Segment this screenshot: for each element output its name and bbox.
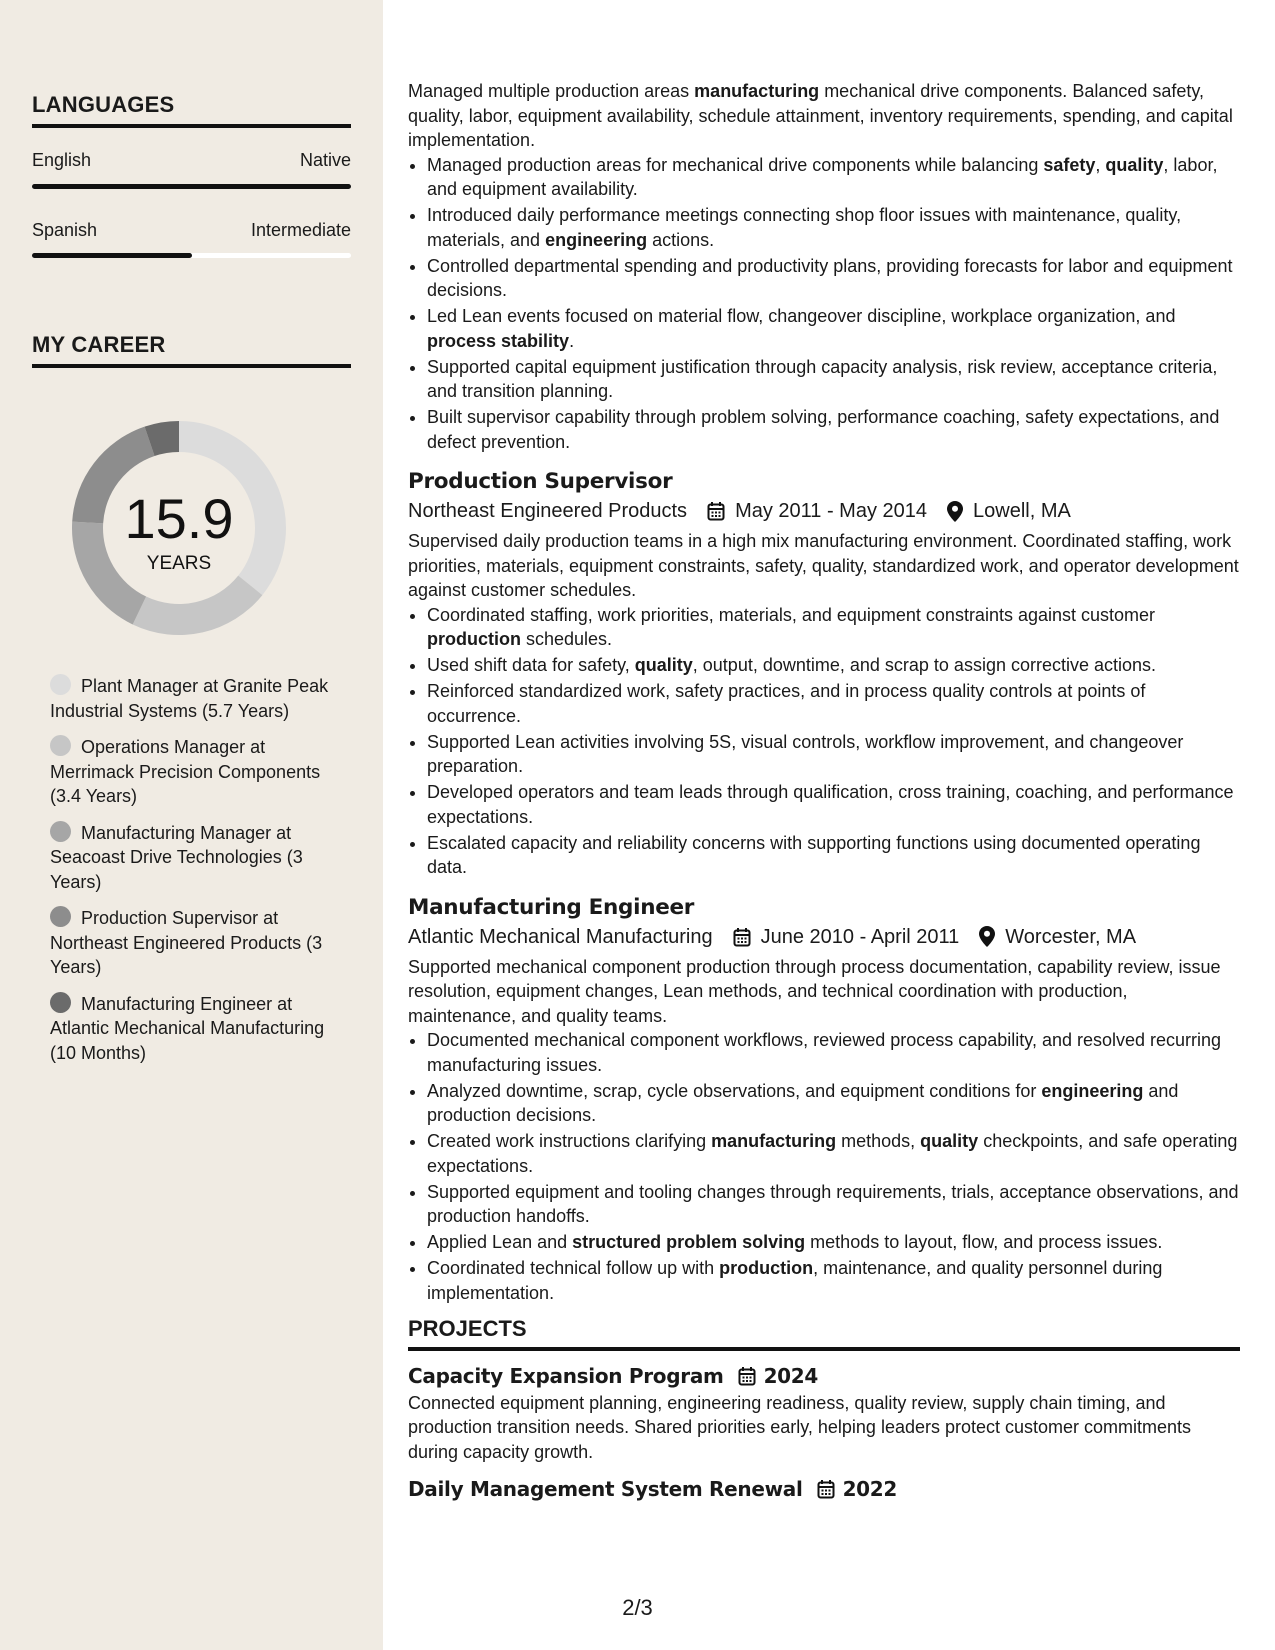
project-date xyxy=(817,1474,897,1504)
bullet-item: • Managed production areas for mechanical drive components while balancing safety, quality, labor, and equipment availability. xyxy=(427,153,1240,202)
job-location xyxy=(947,496,1071,526)
career-total-value: 15.9 xyxy=(124,487,234,550)
legend-swatch xyxy=(50,821,71,842)
legend-item xyxy=(50,674,340,723)
bullet-item: • Analyzed downtime, scrap, cycle observations, and equipment conditions for engineering and production decisions. xyxy=(427,1079,1240,1128)
intro-section xyxy=(408,79,1240,454)
language-proficiency-fill xyxy=(32,253,192,258)
bullet-item: • Escalated capacity and reliability concerns with supporting functions using documented operating data. xyxy=(427,831,1240,880)
projects-list xyxy=(408,1361,1240,1505)
career-donut-chart xyxy=(66,415,292,641)
bullet-list xyxy=(408,603,1240,880)
legend-swatch xyxy=(50,992,71,1013)
legend-swatch xyxy=(50,674,71,695)
page-number: 2/3 xyxy=(622,1595,653,1620)
career-heading: MY CAREER xyxy=(32,332,351,368)
job-dates-text: June 2010 - April 2011 xyxy=(760,925,960,948)
language-proficiency-bar xyxy=(32,184,351,189)
project-date xyxy=(738,1361,818,1391)
project-year: 2022 xyxy=(842,1477,898,1501)
sidebar xyxy=(0,0,383,1650)
bullet-item: • Supported capital equipment justification through capacity analysis, risk review, acceptance criteria, and transition planning. xyxy=(427,355,1240,404)
legend-label: Production Supervisor at Northeast Engineered Products (3 Years) xyxy=(50,908,323,977)
calendar-icon xyxy=(738,1366,756,1386)
project-entry xyxy=(408,1361,1240,1465)
job-company: Atlantic Mechanical Manufacturing xyxy=(408,925,713,948)
donut-slice xyxy=(133,576,263,635)
career-legend xyxy=(50,674,340,1077)
job-company: Northeast Engineered Products xyxy=(408,500,688,522)
main-content xyxy=(408,79,1240,1504)
location-pin-icon xyxy=(947,501,963,522)
bullet-item: • Created work instructions clarifying manufacturing methods, quality checkpoints, and safe operating expectations. xyxy=(427,1129,1240,1178)
language-proficiency-bar xyxy=(32,253,351,258)
job-location xyxy=(979,922,1136,952)
bullet-item: • Used shift data for safety, quality, output, downtime, and scrap to assign corrective actions. xyxy=(427,653,1240,678)
language-level: Native xyxy=(299,150,351,170)
bullet-item: • Supported Lean activities involving 5S, visual controls, workflow improvement, and changeover preparation. xyxy=(427,730,1240,779)
job-dates-text: May 2011 - May 2014 xyxy=(735,500,928,522)
location-pin-icon xyxy=(979,926,995,947)
languages-heading: LANGUAGES xyxy=(32,92,351,128)
legend-swatch xyxy=(50,735,71,756)
intro-paragraph: Managed multiple production areas manufacturing mechanical drive components. Balanced safety, quality, labor, equipment availability, schedule attainment, inventory requirements, spending, and capital implementation. xyxy=(408,81,1233,150)
job-dates xyxy=(733,922,960,952)
job-title: Manufacturing Engineer xyxy=(408,894,695,920)
project-title xyxy=(408,1474,1240,1504)
bullet-item: • Led Lean events focused on material flow, changeover discipline, workplace organization, and process stability. xyxy=(427,304,1240,353)
legend-label: Operations Manager at Merrimack Precision Components (3.4 Years) xyxy=(50,737,321,806)
bullet-item: • Supported equipment and tooling changes through requirements, trials, acceptance observations, and production handoffs. xyxy=(427,1180,1240,1229)
language-row-spanish xyxy=(32,220,351,241)
job-summary: Supervised daily production teams in a high mix manufacturing environment. Coordinated staffing, work priorities, materials, equipment constraints, safety, quality, standardized work, and operator development against customer schedules. xyxy=(408,531,1239,600)
bullet-list xyxy=(408,153,1240,455)
project-description: Connected equipment planning, engineering readiness, quality review, supply chain timing, and production transition needs. Shared priorities early, helping leaders protect customer commitments during capacity growth. xyxy=(408,1392,1192,1462)
job-dates xyxy=(707,496,927,526)
bullet-item: • Developed operators and team leads through qualification, cross training, coaching, and performance expectations. xyxy=(427,780,1240,829)
bullet-item: • Coordinated technical follow up with production, maintenance, and quality personnel during implementation. xyxy=(427,1256,1240,1305)
legend-label: Manufacturing Engineer at Atlantic Mechanical Manufacturing (10 Months) xyxy=(50,993,325,1063)
calendar-icon xyxy=(817,1479,835,1499)
language-name: Spanish xyxy=(32,220,98,240)
language-row-english xyxy=(32,150,351,171)
project-name: Daily Management System Renewal xyxy=(408,1477,803,1501)
legend-label: Manufacturing Manager at Seacoast Drive Technologies (3 Years) xyxy=(50,822,303,892)
bullet-item: • Controlled departmental spending and productivity plans, providing forecasts for labor and equipment decisions. xyxy=(427,254,1240,303)
bullet-list xyxy=(408,1028,1240,1305)
calendar-icon xyxy=(733,927,751,947)
bullet-item: • Applied Lean and structured problem solving methods to layout, flow, and process issues. xyxy=(427,1230,1240,1255)
job-location-text: Worcester, MA xyxy=(1005,925,1137,948)
project-name: Capacity Expansion Program xyxy=(408,1363,724,1388)
project-entry xyxy=(408,1474,1240,1504)
experience-list xyxy=(408,468,1240,1305)
language-level: Intermediate xyxy=(250,220,351,240)
bullet-item: • Documented mechanical component workflows, reviewed process capability, and resolved recurring manufacturing issues. xyxy=(427,1028,1240,1077)
job-meta xyxy=(408,922,1240,952)
job-location-text: Lowell, MA xyxy=(973,500,1071,522)
calendar-icon xyxy=(707,501,725,521)
bullet-item: • Coordinated staffing, work priorities, materials, and equipment constraints against customer production schedules. xyxy=(427,603,1240,652)
job-meta xyxy=(408,496,1240,526)
legend-label: Plant Manager at Granite Peak Industrial Systems (5.7 Years) xyxy=(50,676,329,721)
projects-heading: PROJECTS xyxy=(408,1317,1240,1351)
job-summary: Supported mechanical component production through process documentation, capability review, issue resolution, equipment changes, Lean methods, and technical coordination with production, maintenance, and quality teams. xyxy=(408,956,1221,1026)
legend-item xyxy=(50,906,340,980)
legend-item xyxy=(50,992,340,1066)
bullet-item: • Introduced daily performance meetings connecting shop floor issues with maintenance, quality, materials, and engineering actions. xyxy=(427,203,1240,252)
project-year: 2024 xyxy=(763,1363,819,1388)
legend-item xyxy=(50,735,340,809)
legend-swatch xyxy=(50,906,71,927)
project-title xyxy=(408,1361,1240,1391)
legend-item xyxy=(50,821,340,895)
career-total-unit: YEARS xyxy=(146,553,212,574)
job-entry xyxy=(408,468,1240,880)
language-name: English xyxy=(32,150,92,170)
bullet-item: • Built supervisor capability through problem solving, performance coaching, safety expectations, and defect prevention. xyxy=(427,405,1240,454)
language-proficiency-fill xyxy=(32,184,351,189)
job-entry xyxy=(408,894,1240,1306)
job-title: Production Supervisor xyxy=(408,469,673,494)
bullet-item: • Reinforced standardized work, safety practices, and in process quality controls at points of occurrence. xyxy=(427,679,1240,728)
